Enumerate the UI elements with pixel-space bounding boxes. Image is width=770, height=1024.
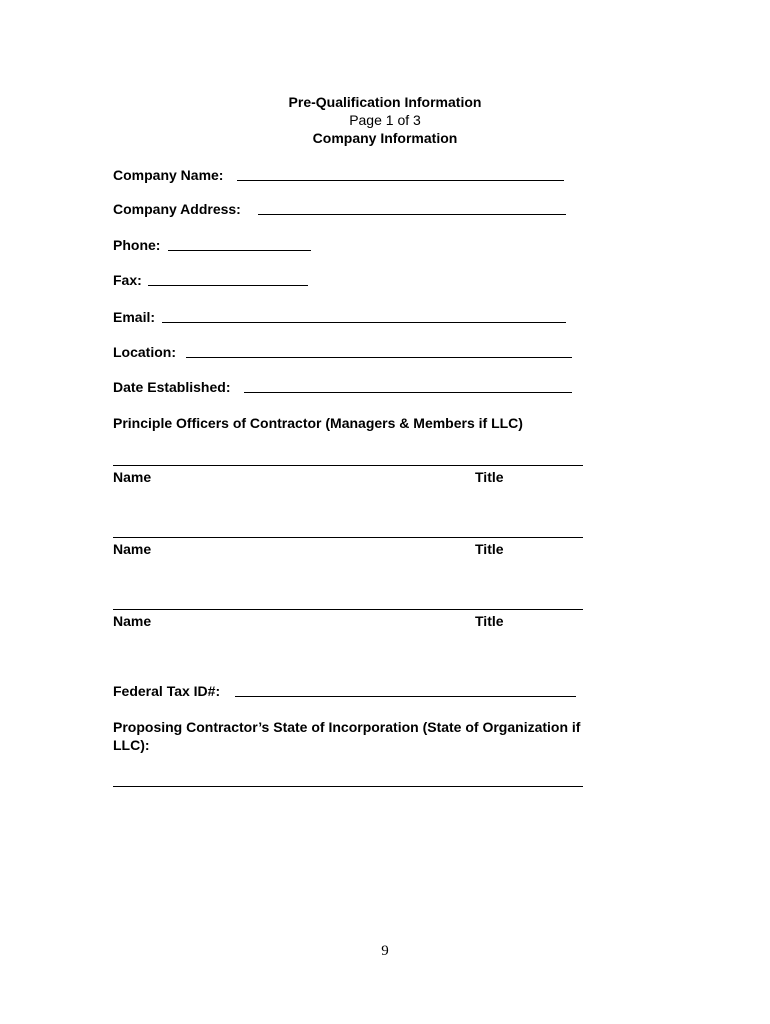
officer-1-signature-line[interactable] bbox=[113, 465, 583, 466]
fax-field[interactable] bbox=[148, 285, 308, 286]
section-title: Company Information bbox=[312, 130, 458, 146]
company-name-field[interactable] bbox=[237, 180, 564, 181]
officer-1-name-caption: Name bbox=[113, 469, 152, 485]
fax-label: Fax: bbox=[113, 272, 142, 288]
incorporation-label-line1: Proposing Contractor’s State of Incorporation (State of Organization if bbox=[113, 719, 581, 735]
officer-2-signature-line[interactable] bbox=[113, 537, 583, 538]
incorporation-label-line2: LLC): bbox=[113, 737, 150, 753]
phone-label: Phone: bbox=[113, 237, 161, 253]
officer-3-title-caption: Title bbox=[475, 613, 504, 629]
location-label: Location: bbox=[113, 344, 176, 360]
email-field[interactable] bbox=[162, 322, 566, 323]
email-label: Email: bbox=[113, 309, 156, 325]
company-address-label: Company Address: bbox=[113, 201, 241, 217]
federal-tax-id-label: Federal Tax ID#: bbox=[113, 683, 221, 699]
company-name-label: Company Name: bbox=[113, 167, 224, 183]
officer-3-signature-line[interactable] bbox=[113, 609, 583, 610]
phone-field[interactable] bbox=[168, 250, 311, 251]
form-title: Pre-Qualification Information bbox=[288, 94, 482, 110]
date-established-label: Date Established: bbox=[113, 379, 231, 395]
incorporation-field[interactable] bbox=[113, 786, 583, 787]
officer-2-name-caption: Name bbox=[113, 541, 152, 557]
federal-tax-id-field[interactable] bbox=[235, 696, 576, 697]
company-address-field[interactable] bbox=[258, 214, 566, 215]
officer-3-name-caption: Name bbox=[113, 613, 152, 629]
officer-1-title-caption: Title bbox=[475, 469, 504, 485]
page-number: 9 bbox=[381, 943, 389, 959]
date-established-field[interactable] bbox=[244, 392, 572, 393]
officers-heading: Principle Officers of Contractor (Managers & Members if LLC) bbox=[113, 415, 523, 431]
location-field[interactable] bbox=[186, 357, 572, 358]
page-indicator: Page 1 of 3 bbox=[349, 112, 421, 128]
officer-2-title-caption: Title bbox=[475, 541, 504, 557]
